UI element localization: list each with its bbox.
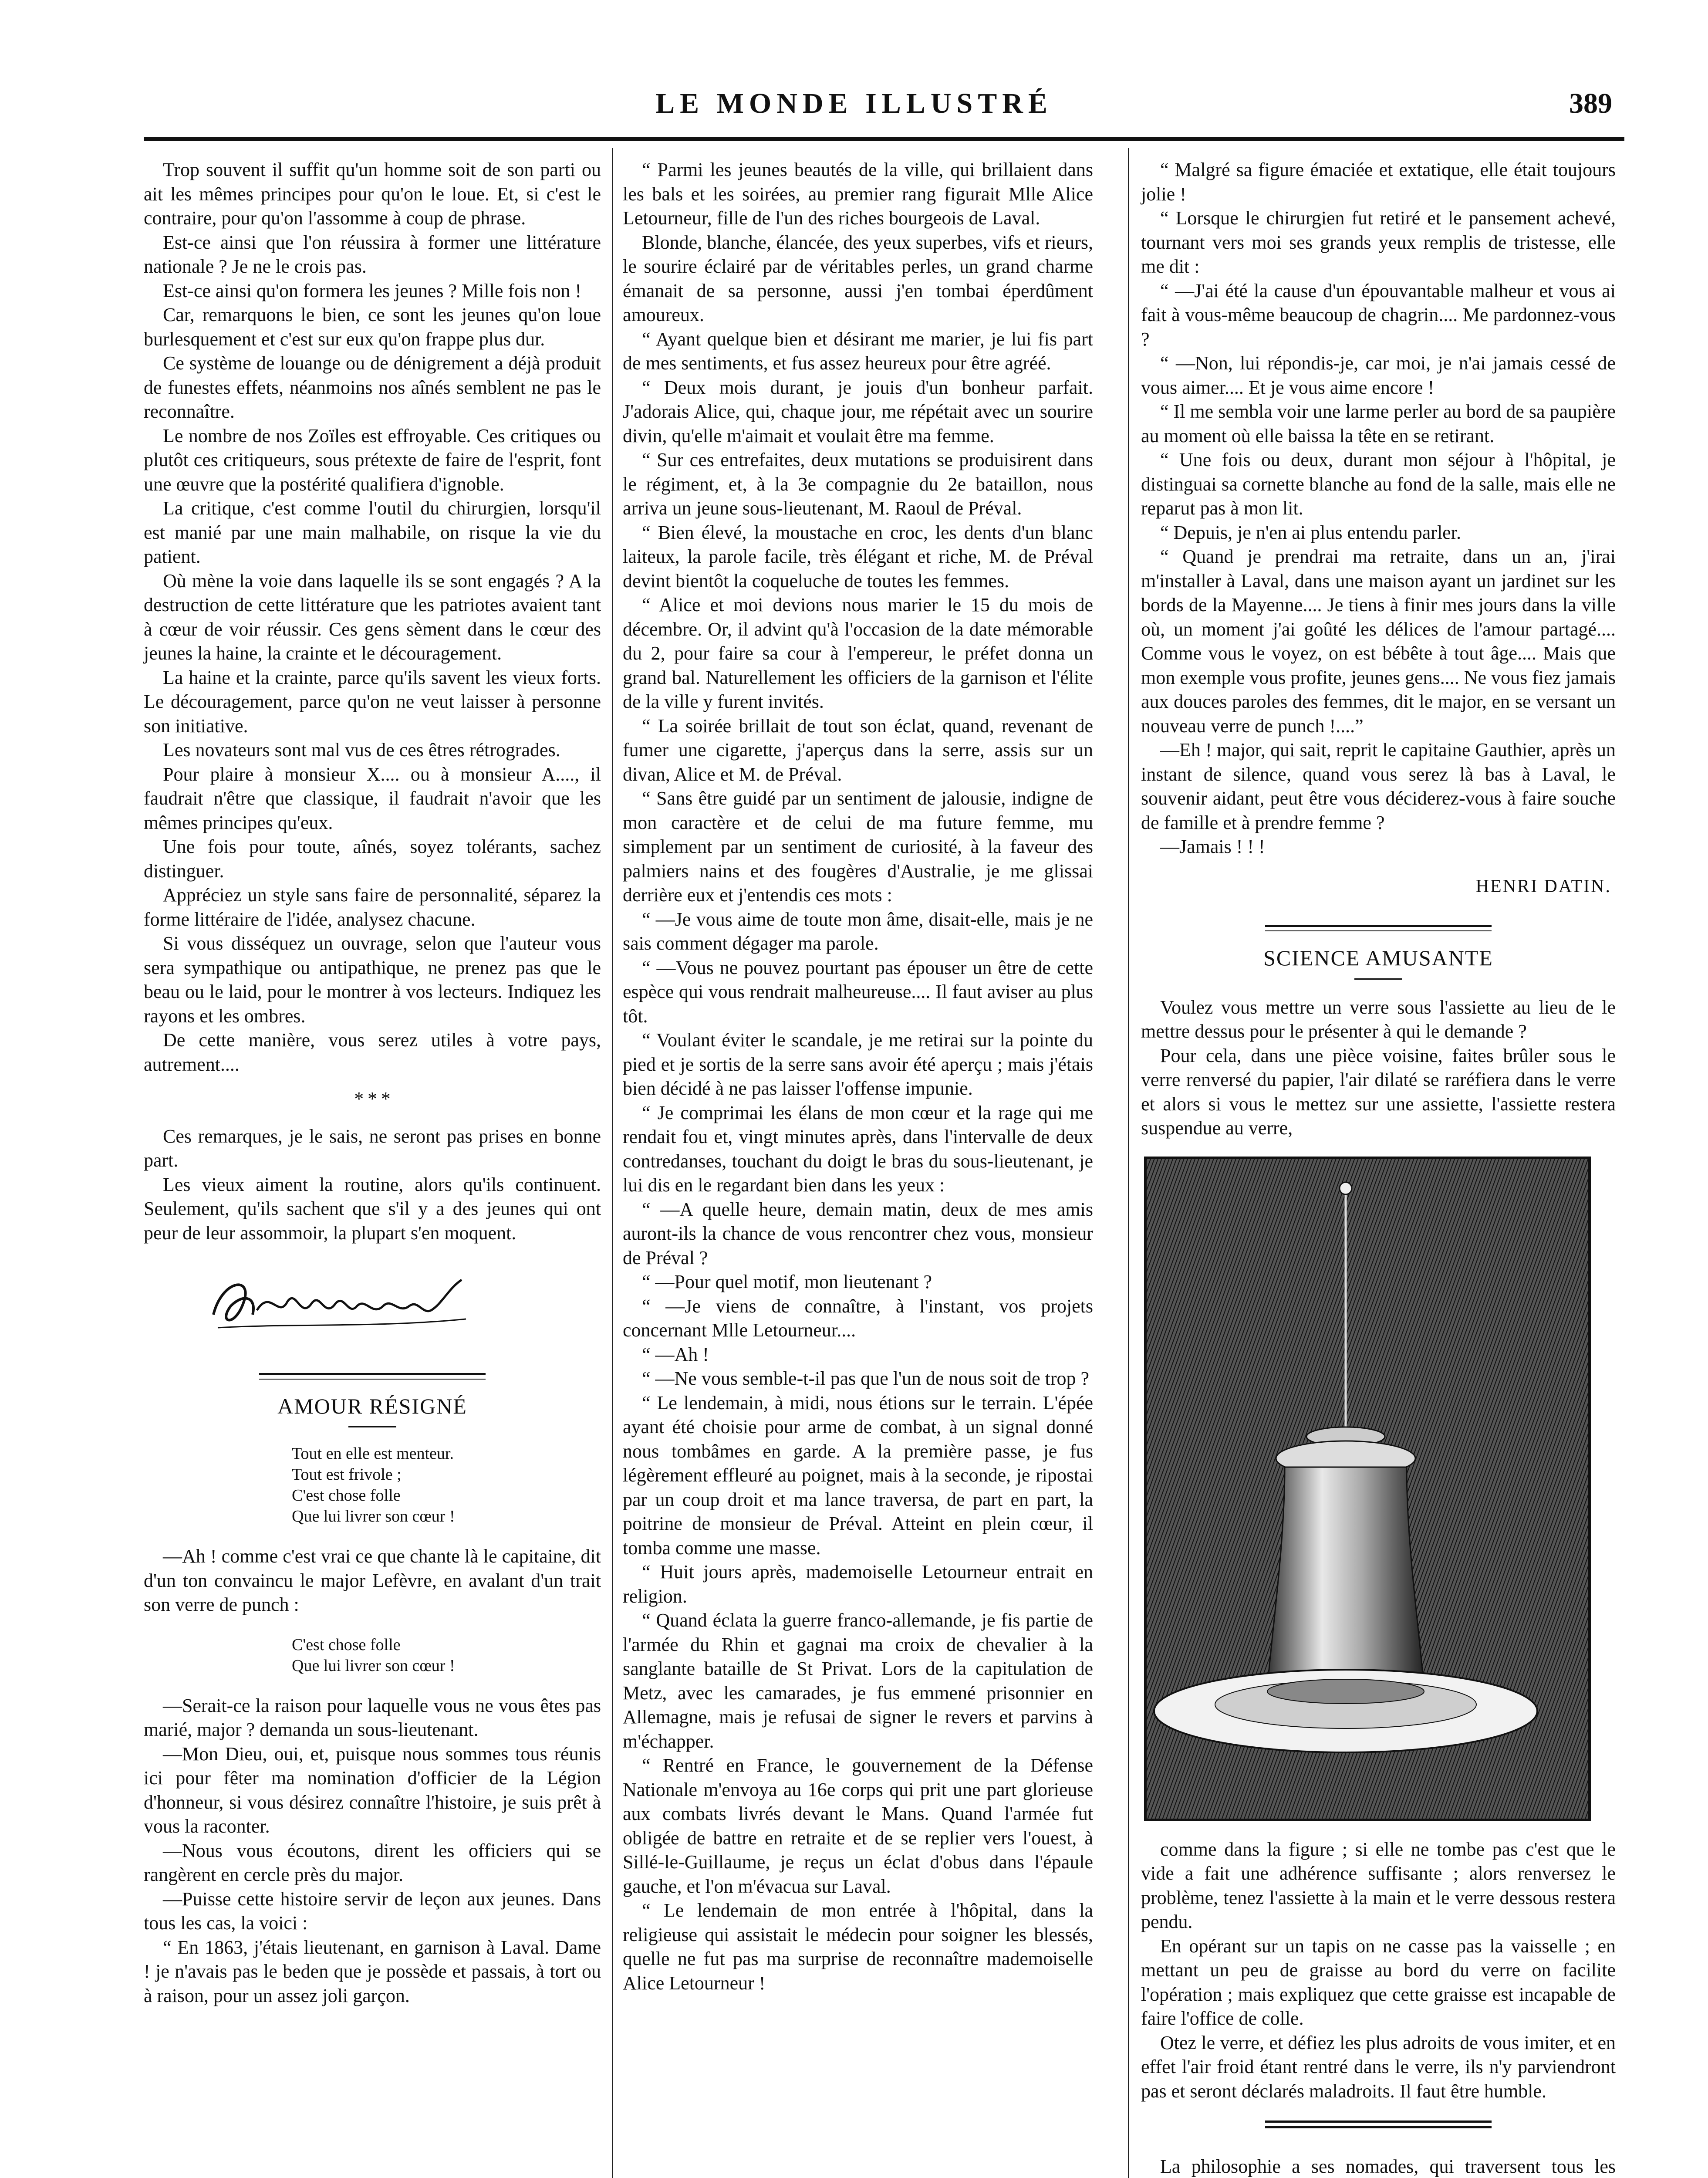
verse-line: Tout est frivole ; — [292, 1465, 402, 1484]
paragraph: “ Sur ces entrefaites, deux mutations se produisirent dans le régiment, et, à la 3e compagnie du 2e bataillon, nous arriva un jeune sous-lieutenant, M. Raoul de Préval. — [623, 449, 1093, 519]
section-stars: * * * — [354, 1088, 391, 1109]
paragraph: Car, remarquons le bien, ce sont les jeunes qu'on loue burlesquement et c'est sur eux qu'on frappe plus dur. — [144, 304, 601, 350]
verse-line: Que lui livrer son cœur ! — [292, 1656, 455, 1675]
paragraph: —Nous vous écoutons, dirent les officiers qui se rangèrent en cercle près du major. — [144, 1840, 601, 1885]
column-3 — [1141, 158, 1616, 2178]
quoted-verse — [144, 1634, 601, 1676]
paragraph: “ Lorsque le chirurgien fut retiré et le pansement achevé, tournant vers moi ses grands yeux remplis de tristesse, elle me dit : — [1141, 207, 1616, 277]
paragraph: “ —Pour quel motif, mon lieutenant ? — [642, 1271, 932, 1292]
paragraph: En opérant sur un tapis on ne casse pas la vaisselle ; en mettant un peu de graisse au bord du verre on facilite l'opération ; mais expliquez que cette graisse est incapable de faire l'office de colle. — [1141, 1935, 1616, 2029]
section-title-amour: AMOUR RÉSIGNÉ — [277, 1393, 467, 1418]
handwritten-signature — [205, 1262, 601, 1347]
paragraph: “ —Je vous aime de toute mon âme, disait-elle, mais je ne sais comment dégager ma parole. — [623, 908, 1093, 954]
glass-plate-illustration — [1141, 1153, 1594, 1824]
paragraph: Pour cela, dans une pièce voisine, faites brûler sous le verre renversé du papier, l'air dilaté se raréfiera dans le verre et alors si vous le mettez sur une assiette, l'assiette restera suspendue au verre, — [1141, 1045, 1616, 1139]
paragraph: Pour plaire à monsieur X.... ou à monsieur A...., il faudrait n'être que classique, il faudrait n'avoir que les mêmes principes qu'eux. — [144, 763, 601, 833]
header-rule — [144, 137, 1624, 141]
paragraph: “ Malgré sa figure émaciée et extatique, elle était toujours jolie ! — [1141, 159, 1616, 205]
paragraph: “ Bien élevé, la moustache en croc, les dents d'un blanc laiteux, la parole facile, très élégant et riche, M. de Préval devint bientôt la coqueluche de toutes les femmes. — [623, 521, 1093, 592]
science-text — [1141, 1837, 1616, 2104]
author-byline: HENRI DATIN. — [1475, 876, 1611, 896]
paragraph: “ Alice et moi devions nous marier le 15 du mois de décembre. Or, il advint qu'à l'occasion de la date mémorable du 2, pour faire sa cour à l'empereur, le préfet donna un grand bal. Naturellement les officiers de la garnison et l'élite de la ville y furent invités. — [623, 594, 1093, 712]
paragraph: “ Le lendemain de mon entrée à l'hôpital, dans la religieuse qui assistait le médecin pour soigner les blessés, quelle ne fut pas ma surprise de reconnaître mademoiselle Alice Letourneur ! — [623, 1900, 1093, 1994]
story-ending — [1141, 158, 1616, 859]
paragraph: Est-ce ainsi que l'on réussira à former une littérature nationale ? Je ne le crois pas. — [144, 231, 601, 277]
paragraph: “ Depuis, je n'en ai plus entendu parler. — [1160, 521, 1461, 543]
story-continuation — [623, 158, 1093, 1995]
paragraph: “ Voulant éviter le scandale, je me retirai sur la pointe du pied et je sortis de la serre sans avoir été aperçu ; mais j'étais bien décidé à ne pas laisser l'offense impunie. — [623, 1029, 1093, 1099]
paragraph: Appréciez un style sans faire de personnalité, séparez la forme littéraire de l'idée, analysez chacune. — [144, 884, 601, 930]
paragraph: “ Le lendemain, à midi, nous étions sur le terrain. L'épée ayant été choisie pour arme de combat, à un signal donné nous tombâmes en garde. A la première passe, je fus légèrement effleuré au poignet, mais à la seconde, je ripostai par un coup droit et ma lance traversa, de part en part, la poitrine de monsieur de Préval. Atteint en plein cœur, il tomba comme une masse. — [623, 1392, 1093, 1559]
paragraph: Otez le verre, et défiez les plus adroits de vous imiter, et en effet l'air froid étant rentré dans le verre, ils n'y parviendront pas et seront déclarés maladroits. Il faut être humble. — [1141, 2032, 1616, 2102]
story-part — [144, 1694, 601, 2008]
section-title-science: SCIENCE AMUSANTE — [1263, 946, 1493, 970]
paragraph: “ —Vous ne pouvez pourtant pas épouser un être de cette espèce qui vous rendrait malheureuse.... Il faut aviser au plus tôt. — [623, 957, 1093, 1027]
column-2 — [623, 158, 1093, 1995]
paragraph: —Eh ! major, qui sait, reprit le capitaine Gauthier, après un instant de silence, quand vous serez là bas à Laval, le souvenir aidant, peut être vous déciderez-vous à faire souche de famille et à prendre femme ? — [1141, 739, 1616, 833]
paragraph: “ En 1863, j'étais lieutenant, en garnison à Laval. Dame ! je n'avais pas le beden que je possède et passais, à tort ou à raison, pour un assez joli garçon. — [144, 1936, 601, 2006]
section-rule — [1265, 2121, 1492, 2128]
paragraph: “ La soirée brillait de tout son éclat, quand, revenant de fumer une cigarette, j'aperçus dans la serre, assis sur un divan, Alice et M. de Préval. — [623, 715, 1093, 785]
paragraph: “ —Non, lui répondis-je, car moi, je n'ai jamais cessé de vous aimer.... Et je vous aime encore ! — [1141, 352, 1616, 398]
paragraph: Blonde, blanche, élancée, des yeux superbes, vifs et rieurs, le sourire éclairé par de véritables perles, un grand charme émanait de sa personne, aussi j'en tombai éperdûment amoureux. — [623, 231, 1093, 325]
critique-article — [144, 158, 601, 1076]
paragraph: Ces remarques, je le sais, ne seront pas prises en bonne part. — [144, 1125, 601, 1171]
paragraph: “ —Je viens de connaître, à l'instant, vos projets concernant Mlle Letourneur.... — [623, 1295, 1093, 1341]
paragraph: “ Il me sembla voir une larme perler au bord de sa paupière au moment où elle baissa la tête en se retirant. — [1141, 401, 1616, 446]
section-rule — [259, 1373, 486, 1380]
paragraph: “ Deux mois durant, je jouis d'un bonheur parfait. J'adorais Alice, qui, chaque jour, me répétait avec un sourire divin, qu'elle m'aimait et voulait être ma femme. — [623, 376, 1093, 446]
paragraph: La haine et la crainte, parce qu'ils savent les vieux forts. Le découragement, parce qu'on ne veut laisser à personne son initiative. — [144, 666, 601, 737]
paragraph: “ —A quelle heure, demain matin, deux de mes amis auront-ils la chance de vous rencontrer chez vous, monsieur de Préval ? — [623, 1198, 1093, 1268]
paragraph: Une fois pour toute, aînés, soyez tolérants, sachez distinguer. — [144, 836, 601, 882]
paragraph: —Jamais ! ! ! — [1160, 836, 1265, 857]
paragraph: “ Parmi les jeunes beautés de la ville, qui brillaient dans les bals et les soirées, au premier rang figurait Mlle Alice Letourneur, fille de l'un des riches bourgeois de Laval. — [623, 159, 1093, 229]
critique-conclusion — [144, 1124, 601, 1245]
paragraph: Est-ce ainsi qu'on formera les jeunes ? Mille fois non ! — [163, 280, 581, 301]
paragraph: “ —Ne vous semble-t-il pas que l'un de nous soit de trop ? — [642, 1368, 1090, 1389]
title-underline — [348, 1426, 396, 1427]
paragraph: —Puisse cette histoire servir de leçon aux jeunes. Dans tous les cas, la voici : — [144, 1888, 601, 1934]
paragraph: “ Je comprimai les élans de mon cœur et la rage qui me rendait fou et, vingt minutes après, dans l'intervalle de deux contredanses, touchant du doigt le bras du sous-lieutenant, je lui dis en le regardant bien dans les yeux : — [623, 1102, 1093, 1196]
paragraph: “ Quand éclata la guerre franco-allemande, je fis partie de l'armée du Rhin et gagnai ma croix de chevalier à la sanglante bataille de St Privat. Lors de la capitulation de Metz, avec les camarades, je fus emmené prisonnier en Allemagne, mais je refusai de signer le revers et parvins à m'échapper. — [623, 1610, 1093, 1752]
paragraph: La critique, c'est comme l'outil du chirurgien, lorsqu'il est manié par une main malhabile, on risque la vie du patient. — [144, 497, 601, 567]
verse-line: C'est chose folle — [292, 1635, 401, 1654]
paragraph: “ —Ah ! — [642, 1343, 709, 1365]
closing-quote: La philosophie a ses nomades, qui traversent tous les — [1160, 2156, 1616, 2177]
verse-line: C'est chose folle — [292, 1486, 401, 1505]
paragraph: —Mon Dieu, oui, et, puisque nous sommes tous réunis ici pour fêter ma nomination d'officier de la Légion d'honneur, si vous désirez connaître l'histoire, je suis prêt à vous la raconter. — [144, 1743, 601, 1837]
column-divider — [612, 148, 613, 2178]
column-1 — [144, 158, 601, 2008]
paragraph: Où mène la voie dans laquelle ils se sont engagés ? A la destruction de cette littérature que les patriotes avaient tant à cœur de voir réussir. Ces gens sèment dans le cœur des jeunes la haine, la crainte et le découragement. — [144, 570, 601, 664]
section-rule — [1265, 925, 1492, 931]
paragraph: “ Ayant quelque bien et désirant me marier, je lui fis part de mes sentiments, et fus assez heureux pour être agréé. — [623, 328, 1093, 374]
paragraph: Les vieux aiment la routine, alors qu'ils continuent. Seulement, qu'ils sachent que s'il y a des jeunes qui ont peur de leur assommoir, la plupart s'en moquent. — [144, 1174, 601, 1244]
paragraph: —Serait-ce la raison pour laquelle vous ne vous êtes pas marié, major ? demanda un sous-lieutenant. — [144, 1694, 601, 1740]
paragraph: “ —J'ai été la cause d'un épouvantable malheur et vous ai fait à vous-même beaucoup de chagrin.... Me pardonnez-vous ? — [1141, 280, 1616, 350]
verse-line: Que lui livrer son cœur ! — [292, 1507, 455, 1525]
paragraph: comme dans la figure ; si elle ne tombe pas c'est que le vide a fait une adhérence suffisante ; alors renversez le problème, tenez l'assiette à la main et le verre dessous restera pendu. — [1141, 1838, 1616, 1932]
science-text — [1141, 995, 1616, 1140]
paragraph: Les novateurs sont mal vus de ces êtres rétrogrades. — [163, 739, 560, 761]
story-part — [144, 1544, 601, 1617]
title-underline — [1354, 978, 1402, 980]
paragraph: Ce système de louange ou de dénigrement a déjà produit de funestes effets, néanmoins nos aînés semblent ne pas le reconnaître. — [144, 352, 601, 422]
paragraph: “ Une fois ou deux, durant mon séjour à l'hôpital, je distinguai sa cornette blanche au fond de la salle, mais elle ne reparut pas à mon lit. — [1141, 449, 1616, 519]
paragraph: Voulez vous mettre un verre sous l'assiette au lieu de le mettre dessus pour le présenter à qui le demande ? — [1141, 996, 1616, 1042]
paragraph: “ Rentré en France, le gouvernement de la Défense Nationale m'envoya au 16e corps qui prit une part glorieuse aux combats livrés devant le Mans. Quand l'armée fut obligée de battre en retraite et de se replier vers l'ouest, à Sillé-le-Guillaume, je reçus un éclat d'obus dans l'épaule gauche, et l'on m'évacua sur Laval. — [623, 1755, 1093, 1897]
column-divider — [1128, 148, 1129, 2178]
paragraph: Le nombre de nos Zoïles est effroyable. Ces critiques ou plutôt ces critiqueurs, sous prétexte de faire de l'esprit, font une œuvre que la postérité qualifiera d'ignoble. — [144, 425, 601, 495]
paragraph: “ Quand je prendrai ma retraite, dans un an, j'irai m'installer à Laval, dans une maison ayant un jardinet sur les bords de la Mayenne.... Je tiens à finir mes jours dans la ville où, un moment j'ai goûté les délices de l'amour partagé.... Comme vous le voyez, on est bébête à tout âge.... Mais que mon exemple vous profite, jeunes gens.... Ne vous fiez jamais aux douces paroles des femmes, dit le major, en se versant un nouveau verre de punch !....” — [1141, 546, 1616, 737]
paragraph: De cette manière, vous serez utiles à votre pays, autrement.... — [144, 1029, 601, 1075]
paragraph: “ Huit jours après, mademoiselle Letourneur entrait en religion. — [623, 1561, 1093, 1607]
paragraph: “ Sans être guidé par un sentiment de jalousie, indigne de mon caractère et de celui de ma future femme, mu simplement par un sentiment de curiosité, à la faveur des palmiers nains et des fougères d'Australie, je me glissai derrière eux et j'entendis ces mots : — [623, 788, 1093, 906]
verse-line: Tout en elle est menteur. — [292, 1444, 454, 1463]
masthead-title: LE MONDE ILLUSTRÉ — [655, 88, 1053, 119]
page-number: 389 — [1569, 88, 1612, 119]
epigraph-verse — [144, 1443, 601, 1527]
paragraph: Trop souvent il suffit qu'un homme soit de son parti ou ait les mêmes principes pour qu'on le loue. Et, si c'est le contraire, pour qu'on l'assomme à coup de phrase. — [144, 159, 601, 229]
paragraph: —Ah ! comme c'est vrai ce que chante là le capitaine, dit d'un ton convaincu le major Lefèvre, en avalant d'un trait son verre de punch : — [144, 1546, 601, 1615]
paragraph: Si vous disséquez un ouvrage, selon que l'auteur vous sera sympathique ou antipathique, ne prenez pas que le beau ou le laid, pour le montrer à vos lecteurs. Indiquez les rayons et les ombres. — [144, 933, 601, 1027]
